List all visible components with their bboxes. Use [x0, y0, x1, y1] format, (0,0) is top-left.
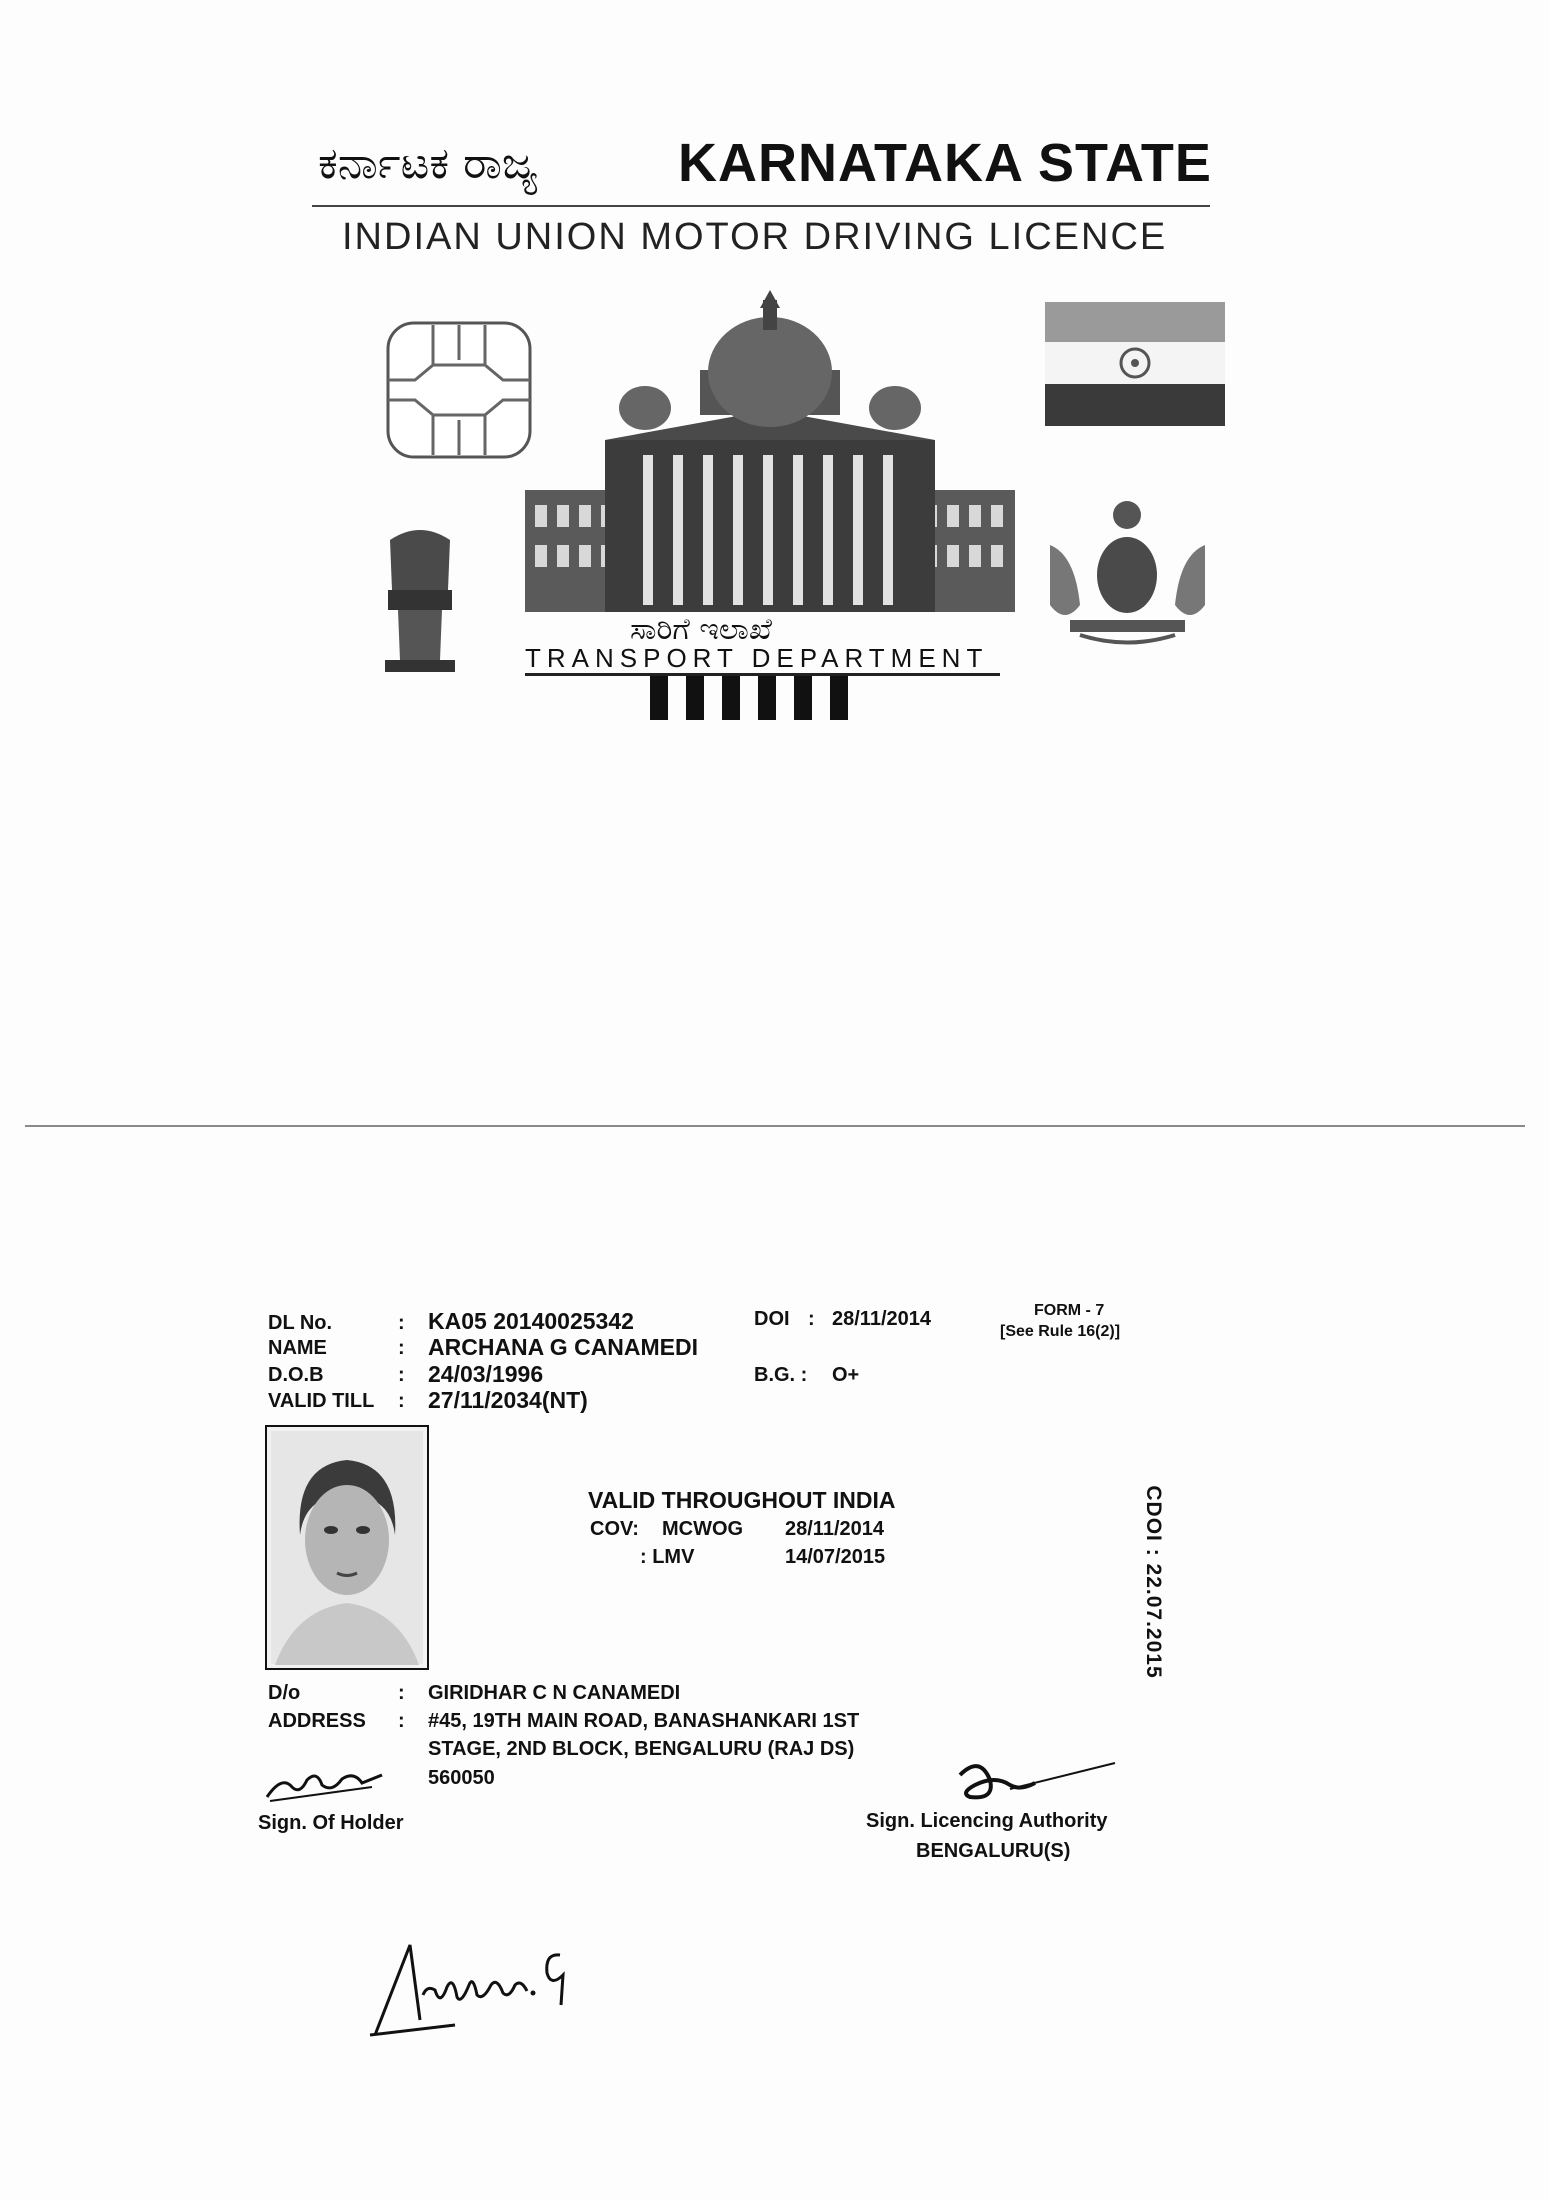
- cov-date: 14/07/2015: [785, 1546, 886, 1568]
- name-value: ARCHANA G CANAMEDI: [428, 1334, 699, 1360]
- card-divider: [25, 1125, 1525, 1127]
- smart-chip-icon: [385, 320, 533, 460]
- form-label: FORM - 7: [1034, 1302, 1105, 1319]
- dl-no-label: DL No.: [268, 1312, 333, 1334]
- header-rule: [312, 205, 1210, 207]
- dl-no-value: KA05 20140025342: [428, 1308, 634, 1334]
- state-title: KARNATAKA STATE: [678, 133, 1212, 193]
- blood-group-label: B.G. :: [754, 1364, 808, 1386]
- relation-name: GIRIDHAR C N CANAMEDI: [428, 1682, 681, 1704]
- name-label: NAME: [268, 1337, 327, 1359]
- kannada-state-title: ಕರ್ನಾಟಕ ರಾಜ್ಯ: [318, 138, 538, 189]
- form-rule: [See Rule 16(2)]: [1000, 1323, 1121, 1340]
- address-line: #45, 19TH MAIN ROAD, BANASHANKARI 1ST: [428, 1710, 860, 1732]
- colon: :: [398, 1682, 405, 1704]
- colon: :: [808, 1308, 815, 1330]
- validity-statement: VALID THROUGHOUT INDIA: [588, 1487, 896, 1513]
- dob-label: D.O.B: [268, 1364, 324, 1386]
- holder-photo: [265, 1425, 429, 1670]
- india-flag-icon: [1045, 302, 1225, 426]
- colon: :: [398, 1364, 405, 1386]
- authority-place: BENGALURU(S): [916, 1840, 1071, 1862]
- department-english: TRANSPORT DEPARTMENT: [525, 643, 989, 673]
- cov-label: COV:: [590, 1518, 639, 1540]
- holder-signature: [262, 1765, 392, 1805]
- department-kannada: ಸಾರಿಗೆ ಇಲಾಖೆ: [630, 612, 772, 647]
- colon: :: [398, 1337, 405, 1359]
- cov-class: : LMV: [640, 1546, 695, 1568]
- colon: :: [398, 1710, 405, 1732]
- doi-value: 28/11/2014: [832, 1308, 931, 1330]
- address-label: ADDRESS: [268, 1710, 366, 1732]
- cov-date: 28/11/2014: [785, 1518, 884, 1540]
- blood-group-value: O+: [832, 1364, 860, 1386]
- authority-signature: [950, 1755, 1120, 1815]
- cdoi-vertical: CDOI : 22.07.2015: [1142, 1485, 1165, 1679]
- cov-class: MCWOG: [662, 1518, 744, 1540]
- valid-till-label: VALID TILL: [268, 1390, 375, 1412]
- dob-value: 24/03/1996: [428, 1361, 544, 1387]
- colon: :: [398, 1312, 405, 1334]
- department-bars-icon: [650, 676, 880, 724]
- authority-sign-label: Sign. Licencing Authority: [866, 1810, 1108, 1832]
- karnataka-emblem-icon: [1040, 495, 1215, 655]
- doi-label: DOI: [754, 1308, 790, 1330]
- valid-till-value: 27/11/2034(NT): [428, 1387, 588, 1413]
- licence-subtitle: INDIAN UNION MOTOR DRIVING LICENCE: [342, 216, 1168, 258]
- address-line: 560050: [428, 1767, 495, 1789]
- colon: :: [398, 1390, 405, 1412]
- holder-sign-label: Sign. Of Holder: [258, 1812, 404, 1834]
- vidhana-soudha-building-image: [525, 290, 1015, 612]
- handwritten-signature: [365, 1935, 585, 2050]
- relation-label: D/o: [268, 1682, 301, 1704]
- ashoka-emblem-icon: [370, 520, 470, 680]
- address-line: STAGE, 2ND BLOCK, BENGALURU (RAJ DS): [428, 1738, 855, 1760]
